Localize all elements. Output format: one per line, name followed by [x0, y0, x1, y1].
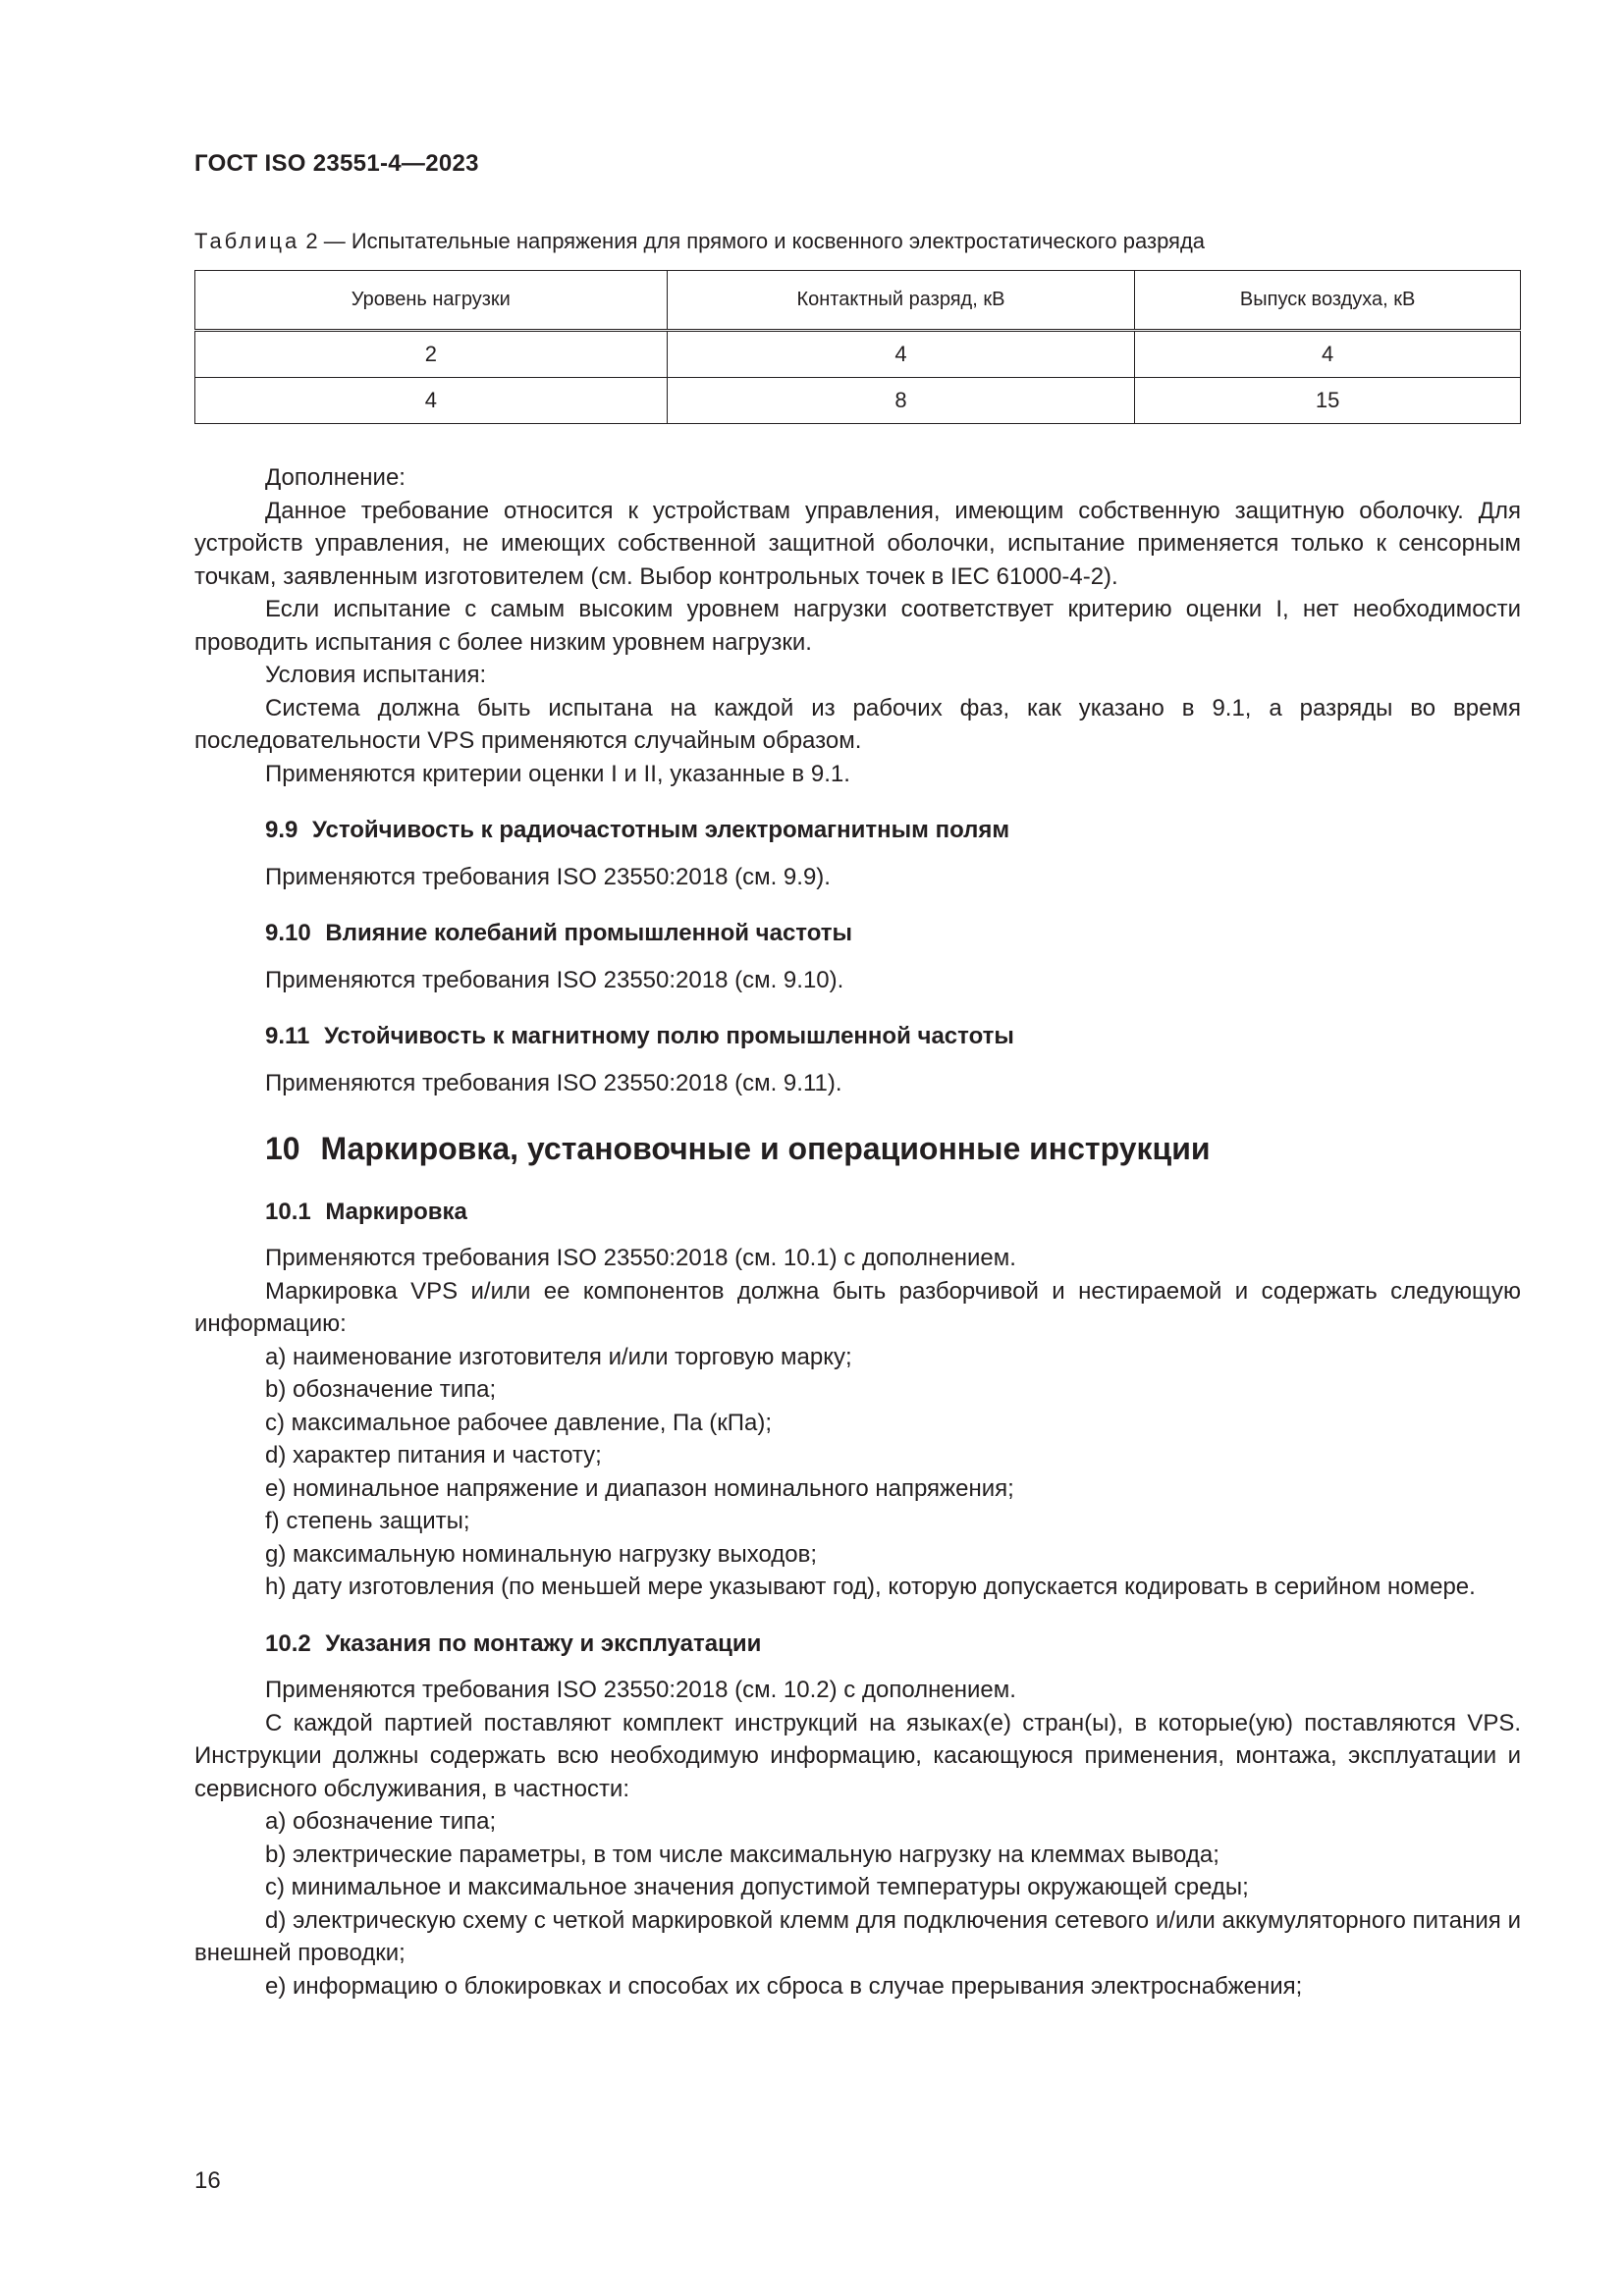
subsection-number: 9.11	[265, 1023, 310, 1049]
paragraph: Маркировка VPS и/или ее компонентов должна быть разборчивой и нестираемой и содержать следующую информацию:	[194, 1277, 1521, 1337]
table-cell: 2	[195, 331, 668, 378]
section-title: Маркировка, установочные и операционные инструкции	[320, 1131, 1211, 1166]
subsection-number: 10.1	[265, 1198, 311, 1225]
table-caption-label: Таблица	[194, 229, 300, 253]
table-cell: 4	[1135, 331, 1521, 378]
subsection-title: Влияние колебаний промышленной частоты	[325, 920, 853, 946]
document-header: ГОСТ ISO 23551-4—2023	[194, 150, 479, 177]
paragraph: Если испытание с самым высоким уровнем нагрузки соответствует критерию оценки I, нет необходимости проводить испытания с более низким уровнем нагрузки.	[194, 596, 1521, 656]
list-item: e) информацию о блокировках и способах их сброса в случае прерывания электроснабжения;	[265, 1972, 1303, 2000]
table-caption-text: 2 — Испытательные напряжения для прямого и косвенного электростатического разряда	[299, 229, 1206, 253]
list-item: c) максимальное рабочее давление, Па (кПа);	[265, 1409, 773, 1436]
list-item: a) обозначение типа;	[265, 1808, 497, 1835]
paragraph: Дополнение:	[265, 464, 406, 491]
list-item: f) степень защиты;	[265, 1508, 470, 1534]
list-item: d) характер питания и частоту;	[265, 1442, 602, 1468]
table-header-cell: Уровень нагрузки	[195, 271, 668, 331]
table-caption	[194, 229, 1205, 254]
paragraph: С каждой партией поставляют комплект инструкций на языках(е) стран(ы), в которые(ую) поставляются VPS. Инструкции должны содержать всю необходимую информацию, касающуюся применения, монтажа, эксплуатации и сервисного обслуживания, в частности:	[194, 1709, 1521, 1802]
subsection-heading-9-9	[265, 814, 1521, 847]
subsection-heading-9-10	[265, 917, 1521, 950]
list-item: b) электрические параметры, в том числе максимальную нагрузку на клеммах вывода;	[265, 1841, 1219, 1868]
subsection-title: Устойчивость к магнитному полю промышленной частоты	[324, 1023, 1014, 1049]
list-item: a) наименование изготовителя и/или торговую марку;	[265, 1343, 852, 1370]
table-row	[195, 331, 1521, 378]
paragraph: Данное требование относится к устройствам управления, имеющим собственную защитную оболочку. Для устройств управления, не имеющих собственной защитной оболочки, испытание применяется только к сенсорным точкам, заявленным изготовителем (см. Выбор контрольных точек в IEC 61000-4-2).	[194, 497, 1521, 590]
subsection-number: 9.9	[265, 817, 298, 843]
paragraph: Применяются требования ISO 23550:2018 (см. 9.11).	[265, 1069, 842, 1096]
table-header-cell: Контактный разряд, кВ	[667, 271, 1135, 331]
paragraph: Применяются требования ISO 23550:2018 (см. 10.1) с дополнением.	[265, 1245, 1016, 1271]
subsection-number: 10.2	[265, 1629, 311, 1657]
subsection-title: Указания по монтажу и эксплуатации	[325, 1629, 762, 1657]
page-number: 16	[194, 2167, 221, 2194]
test-voltage-table	[194, 270, 1521, 424]
table-cell: 4	[195, 378, 668, 424]
subsection-heading-9-11	[265, 1020, 1521, 1053]
list-item: g) максимальную номинальную нагрузку выходов;	[265, 1540, 818, 1568]
list-item: c) минимальное и максимальное значения допустимой температуры окружающей среды;	[265, 1874, 1249, 1900]
table-header-row	[195, 271, 1521, 331]
section-heading-10	[265, 1133, 1521, 1166]
subsection-heading-10-1	[265, 1196, 1521, 1229]
subsection-heading-10-2	[265, 1628, 1521, 1661]
subsection-title: Устойчивость к радиочастотным электромагнитным полям	[312, 817, 1010, 843]
list-item: b) обозначение типа;	[265, 1376, 497, 1403]
table-cell: 15	[1135, 378, 1521, 424]
list-item: e) номинальное напряжение и диапазон номинального напряжения;	[265, 1474, 1014, 1502]
subsection-title: Маркировка	[325, 1198, 467, 1225]
list-item: d) электрическую схему с четкой маркировкой клемм для подключения сетевого и/или аккумуляторного питания и внешней проводки;	[194, 1906, 1521, 1966]
table-header-cell: Выпуск воздуха, кВ	[1135, 271, 1521, 331]
table-cell: 8	[667, 378, 1135, 424]
paragraph: Применяются требования ISO 23550:2018 (см. 10.2) с дополнением.	[265, 1677, 1016, 1703]
paragraph: Условия испытания:	[265, 662, 487, 688]
subsection-number: 9.10	[265, 920, 311, 946]
section-number: 10	[265, 1131, 300, 1166]
table-cell: 4	[667, 331, 1135, 378]
list-item: h) дату изготовления (по меньшей мере указывают год), которую допускается кодировать в серийном номере.	[265, 1574, 1476, 1600]
paragraph: Применяются требования ISO 23550:2018 (см. 9.10).	[265, 966, 844, 993]
paragraph: Применяются требования ISO 23550:2018 (см. 9.9).	[265, 863, 831, 890]
paragraph: Применяются критерии оценки I и II, указанные в 9.1.	[265, 760, 850, 787]
document-body	[194, 461, 1521, 2002]
paragraph: Система должна быть испытана на каждой из рабочих фаз, как указано в 9.1, а разряды во время последовательности VPS применяются случайным образом.	[194, 694, 1521, 754]
table-row	[195, 378, 1521, 424]
